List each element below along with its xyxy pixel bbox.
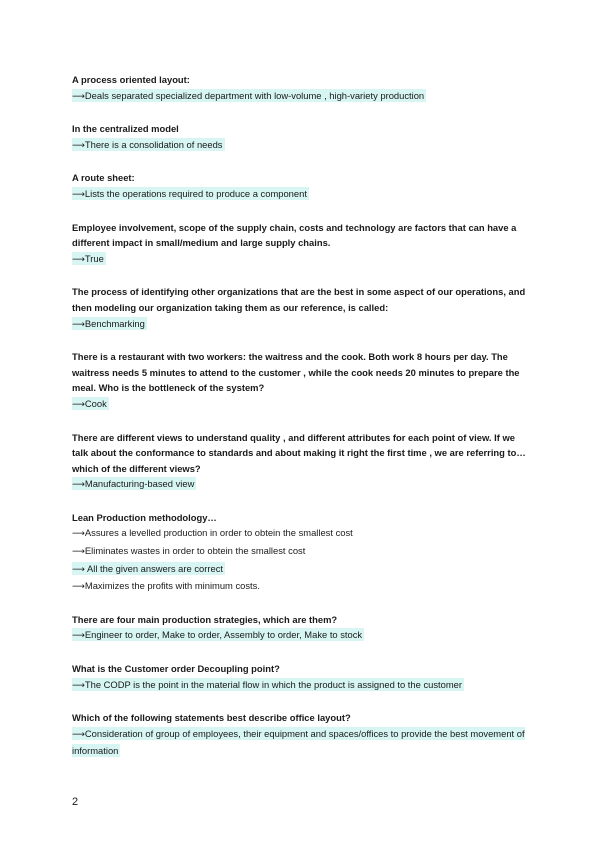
correct-answer (72, 186, 532, 204)
correct-answer (72, 316, 532, 334)
page-number: 2 (72, 796, 79, 808)
answer-text (72, 138, 225, 151)
arrow-right-icon: ⟶ (72, 680, 85, 691)
answer-label: Maximizes the profits with minimum costs. (84, 580, 260, 592)
answer-text (72, 317, 147, 330)
answer-text (72, 628, 364, 641)
qa-block (72, 710, 532, 759)
answer-option (72, 543, 532, 561)
answer-text (72, 562, 225, 575)
answer-label: Assures a levelled production in order to obtein the smallest cost (84, 527, 353, 539)
answer-label: Deals separated specialized department with low-volume , high-variety production (84, 89, 425, 101)
answer-text (72, 579, 262, 592)
answer-text (72, 477, 196, 490)
correct-answer (72, 677, 532, 695)
answer-label: There is a consolidation of needs (84, 138, 223, 150)
question-text: Employee involvement, scope of the supply chain, costs and technology are factors that can have a different impact in small/medium and large supply chains. (72, 221, 517, 249)
arrow-right-icon: ⟶ (72, 729, 85, 740)
qa-block (72, 220, 532, 269)
qa-block (72, 72, 532, 105)
correct-answer (72, 627, 532, 645)
answer-text (72, 252, 106, 265)
question-text: The process of identifying other organizations that are the best in some aspect of our operations, and then modeling our organization taking them as our reference, is called: (72, 286, 526, 313)
answer-text (72, 727, 525, 758)
answer-label: Engineer to order, Make to order, Assembly to order, Make to stock (84, 629, 363, 641)
qa-block (72, 661, 532, 694)
answer-option (72, 578, 532, 596)
document-page (72, 72, 532, 775)
answer-text (72, 526, 355, 539)
arrow-right-icon: ⟶ (72, 254, 85, 265)
arrow-right-icon: ⟶ (72, 91, 85, 102)
arrow-right-icon: ⟶ (72, 547, 85, 558)
question-text: Lean Production methodology… (72, 511, 217, 523)
answer-label: Consideration of group of employees, their equipment and spaces/offices to provide the best movement of information (72, 727, 525, 757)
correct-answer (72, 726, 532, 759)
answer-label: The CODP is the point in the material flow in which the product is assigned to the customer (84, 678, 463, 690)
qa-block (72, 121, 532, 154)
answer-text (72, 187, 309, 200)
answer-text (72, 397, 109, 410)
answer-option (72, 525, 532, 543)
answer-label: Benchmarking (84, 317, 145, 329)
question-text: There are four main production strategies, which are them? (72, 613, 338, 625)
question-text: What is the Customer order Decoupling point? (72, 663, 280, 675)
arrow-right-icon: ⟶ (72, 631, 85, 642)
correct-answer (72, 251, 532, 269)
answer-text (72, 89, 426, 102)
question-text: A process oriented layout: (72, 74, 190, 85)
qa-block (72, 170, 532, 203)
qa-block (72, 510, 532, 596)
qa-block (72, 284, 532, 333)
question-text: There is a restaurant with two workers: the waitress and the cook. Both work 8 hours per day. The waitress needs 5 minutes to attend to the customer , while the cook needs 20 minutes to prepare the meal. Who is the bottleneck of the system? (72, 351, 520, 394)
qa-block (72, 430, 532, 494)
answer-label: Lists the operations required to produce a component (84, 187, 307, 199)
answer-text (72, 544, 307, 557)
answer-label: True (84, 252, 104, 264)
arrow-right-icon: ⟶ (72, 564, 85, 575)
answer-text (72, 678, 464, 691)
arrow-right-icon: ⟶ (72, 189, 85, 200)
qa-block (72, 349, 532, 413)
question-text: Which of the following statements best describe office layout? (72, 712, 351, 724)
arrow-right-icon: ⟶ (72, 319, 85, 330)
answer-label: Eliminates wastes in order to obtein the smallest cost (84, 545, 306, 557)
correct-answer (72, 396, 532, 414)
correct-answer (72, 476, 532, 494)
correct-answer (72, 561, 532, 579)
arrow-right-icon: ⟶ (72, 582, 85, 593)
arrow-right-icon: ⟶ (72, 529, 85, 540)
question-text: A route sheet: (72, 172, 135, 184)
question-text: In the centralized model (72, 123, 179, 135)
question-text: There are different views to understand quality , and different attributes for each point of view. If we talk about the conformance to standards and about making it right the first time , we are referring to… which of the different views? (72, 431, 526, 474)
arrow-right-icon: ⟶ (72, 399, 85, 410)
qa-block (72, 612, 532, 645)
answer-label: Cook (84, 397, 107, 409)
answer-label: All the given answers are correct (84, 562, 223, 574)
arrow-right-icon: ⟶ (72, 140, 85, 151)
arrow-right-icon: ⟶ (72, 480, 85, 491)
correct-answer (72, 88, 532, 106)
answer-label: Manufacturing-based view (84, 478, 195, 490)
correct-answer (72, 137, 532, 155)
